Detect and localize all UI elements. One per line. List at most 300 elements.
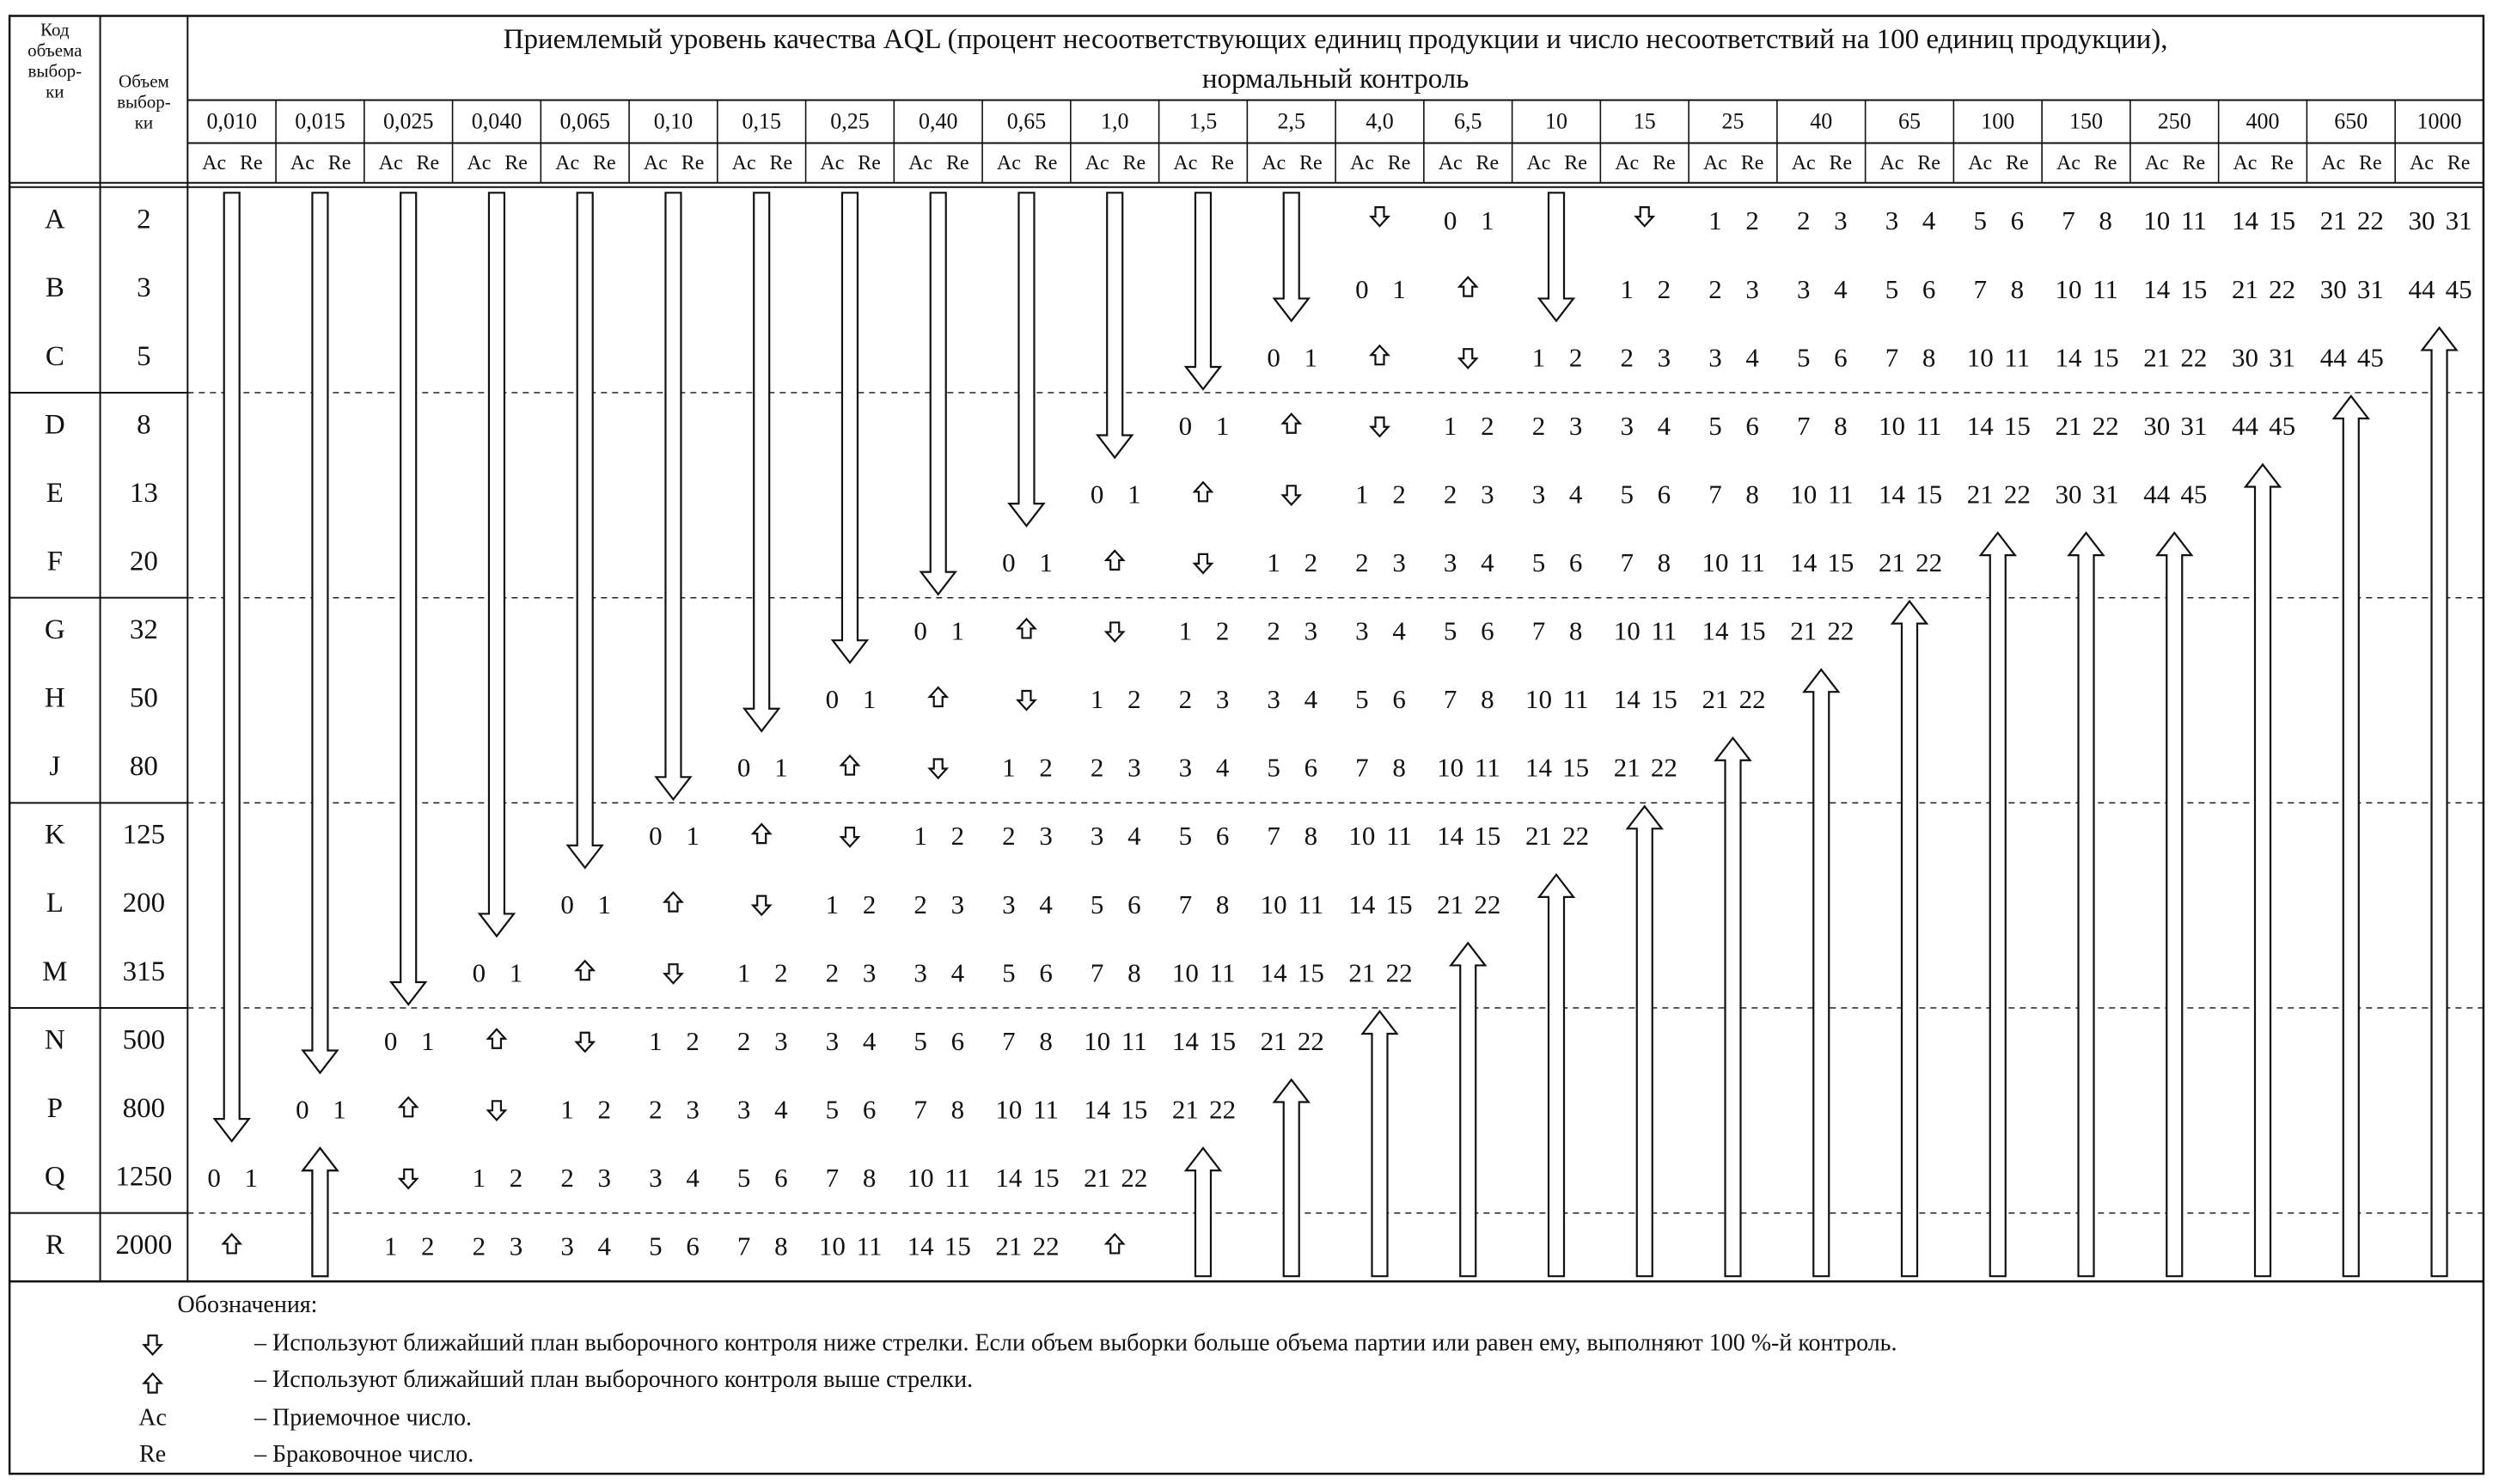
- re-value: 11: [1298, 889, 1324, 919]
- ac-header: Ac: [643, 152, 668, 175]
- code-header-label: Код: [40, 19, 70, 40]
- aql-header-11: 1,5: [1188, 108, 1218, 134]
- ac-value: 2: [1443, 479, 1457, 510]
- ac-value: 21: [1613, 752, 1641, 783]
- long-down-arrow-icon: [1186, 192, 1220, 389]
- code-letter-E: E: [46, 477, 64, 509]
- re-header: Re: [858, 152, 881, 175]
- re-value: 1: [333, 1094, 346, 1125]
- ac-value: 14: [2055, 342, 2082, 373]
- size-header-label: Объем: [119, 70, 169, 92]
- ac-value: 3: [1620, 410, 1634, 441]
- re-value: 6: [1304, 752, 1318, 783]
- ac-value: 3: [1178, 752, 1193, 783]
- code-letter-K: K: [44, 819, 65, 851]
- re-value: 8: [1657, 547, 1671, 577]
- ac-header: Ac: [2409, 152, 2434, 175]
- re-value: 22: [1562, 821, 1590, 852]
- re-value: 4: [1039, 889, 1053, 919]
- long-down-arrow-icon: [1539, 192, 1573, 321]
- re-value: 15: [1916, 479, 1943, 510]
- re-value: 2: [1304, 547, 1318, 577]
- ac-value: 5: [1443, 615, 1457, 646]
- ac-header: Ac: [731, 152, 756, 175]
- ac-value: 1: [1090, 684, 1104, 715]
- re-header: Re: [2359, 152, 2382, 175]
- code-letter-J: J: [49, 751, 61, 783]
- aql-header-7: 0,25: [830, 108, 870, 134]
- re-value: 22: [1209, 1094, 1237, 1125]
- code-letter-H: H: [44, 682, 65, 714]
- ac-value: 14: [1525, 752, 1552, 783]
- ac-header: Ac: [555, 152, 580, 175]
- down-arrow-icon: [400, 1169, 417, 1188]
- long-down-arrow-icon: [568, 192, 602, 868]
- aql-header-23: 400: [2246, 108, 2280, 134]
- re-value: 31: [2092, 479, 2119, 510]
- code-letter-D: D: [44, 409, 65, 441]
- re-value: 11: [1386, 821, 1413, 852]
- re-header: Re: [2447, 152, 2471, 175]
- ac-value: 0: [207, 1162, 221, 1193]
- ac-value: 21: [2055, 410, 2082, 441]
- ac-value: 14: [1878, 479, 1905, 510]
- sample-size-M: 315: [122, 956, 166, 987]
- ac-value: 7: [1973, 273, 1987, 304]
- ac-value: 3: [1267, 684, 1280, 715]
- ac-value: 30: [2408, 205, 2435, 236]
- re-header: Re: [1122, 152, 1146, 175]
- re-value: 11: [2180, 205, 2207, 236]
- ac-value: 0: [1090, 479, 1104, 510]
- re-value: 1: [597, 889, 612, 919]
- aql-header-10: 1,0: [1100, 108, 1129, 134]
- sample-size-K: 125: [122, 819, 166, 851]
- long-up-arrow-icon: [1274, 1080, 1309, 1277]
- re-value: 22: [2092, 410, 2119, 441]
- ac-value: 2: [649, 1094, 663, 1125]
- re-value: 15: [1650, 684, 1677, 715]
- ac-value: 10: [2143, 205, 2171, 236]
- down-arrow-icon: [1459, 349, 1476, 368]
- re-value: 45: [2356, 342, 2384, 373]
- long-up-arrow-icon: [2246, 465, 2280, 1277]
- code-letter-M: M: [42, 956, 68, 987]
- ac-value: 7: [1178, 889, 1193, 919]
- re-value: 2: [774, 957, 788, 988]
- ac-value: 2: [560, 1162, 574, 1193]
- re-value: 2: [862, 889, 877, 919]
- ac-value: 0: [296, 1094, 309, 1125]
- ac-value: 30: [2143, 410, 2171, 441]
- re-value: 2: [1568, 342, 1583, 373]
- aql-header-2: 0,025: [382, 108, 434, 134]
- re-value: 22: [1297, 1025, 1324, 1056]
- re-value: 15: [2269, 205, 2296, 236]
- re-value: 1: [862, 684, 877, 715]
- re-value: 1: [950, 615, 965, 646]
- re-value: 11: [1121, 1025, 1147, 1056]
- re-value: 6: [1215, 821, 1230, 852]
- ac-value: 3: [913, 957, 927, 988]
- re-value: 2: [1039, 752, 1053, 783]
- re-value: 3: [1745, 273, 1759, 304]
- re-value: 6: [2010, 205, 2025, 236]
- ac-value: 2: [1178, 684, 1193, 715]
- ac-value: 10: [1702, 547, 1729, 577]
- ac-value: 0: [1178, 410, 1193, 441]
- re-header: Re: [769, 152, 793, 175]
- ac-value: 3: [1355, 615, 1369, 646]
- ac-value: 2: [1531, 410, 1546, 441]
- re-header: Re: [1387, 152, 1411, 175]
- ac-value: 21: [1348, 957, 1376, 988]
- re-value: 6: [1922, 273, 1936, 304]
- ac-value: 2: [736, 1025, 751, 1056]
- code-letter-L: L: [46, 888, 64, 919]
- ac-value: 1: [1355, 479, 1369, 510]
- ac-value: 10: [818, 1231, 846, 1261]
- aql-header-16: 15: [1633, 108, 1656, 134]
- ac-value: 10: [1878, 410, 1905, 441]
- down-arrow-icon: [1195, 554, 1212, 573]
- code-letter-N: N: [44, 1024, 65, 1056]
- sample-size-G: 32: [129, 614, 158, 646]
- ac-value: 10: [2055, 273, 2082, 304]
- re-value: 4: [950, 957, 965, 988]
- re-value: 15: [1121, 1094, 1148, 1125]
- ac-value: 5: [1620, 479, 1634, 510]
- re-value: 1: [509, 957, 523, 988]
- re-header: Re: [1740, 152, 1764, 175]
- re-header: Re: [592, 152, 616, 175]
- re-value: 15: [2003, 410, 2031, 441]
- long-down-arrow-icon: [391, 192, 425, 1005]
- re-value: 6: [1481, 615, 1494, 646]
- ac-value: 1: [1178, 615, 1193, 646]
- ac-value: 10: [995, 1094, 1023, 1125]
- ac-value: 7: [1443, 684, 1457, 715]
- re-value: 4: [1215, 752, 1230, 783]
- down-arrow-icon: [1371, 207, 1388, 226]
- up-arrow-icon: [1371, 345, 1388, 364]
- code-letter-A: A: [44, 204, 65, 235]
- ac-value: 5: [1002, 957, 1016, 988]
- re-value: 4: [774, 1094, 788, 1125]
- re-value: 6: [950, 1025, 965, 1056]
- re-value: 22: [1385, 957, 1413, 988]
- re-value: 8: [1922, 342, 1936, 373]
- long-up-arrow-icon: [1186, 1148, 1220, 1276]
- ac-value: 2: [913, 889, 927, 919]
- re-value: 2: [686, 1025, 700, 1056]
- re-value: 3: [1834, 205, 1848, 236]
- ac-value: 0: [825, 684, 840, 715]
- long-up-arrow-icon: [1892, 602, 1927, 1277]
- ac-header: Ac: [1085, 152, 1109, 175]
- ac-value: 5: [649, 1231, 663, 1261]
- re-value: 1: [686, 821, 700, 852]
- re-value: 11: [1739, 547, 1766, 577]
- ac-header: Ac: [378, 152, 403, 175]
- ac-value: 21: [1878, 547, 1905, 577]
- re-header: Re: [2270, 152, 2294, 175]
- re-value: 1: [1481, 205, 1494, 236]
- re-value: 8: [862, 1162, 877, 1193]
- re-value: 4: [686, 1162, 700, 1193]
- re-value: 2: [1745, 205, 1759, 236]
- long-up-arrow-icon: [2069, 533, 2104, 1276]
- re-value: 4: [862, 1025, 877, 1056]
- re-value: 11: [944, 1162, 971, 1193]
- re-value: 31: [2180, 410, 2208, 441]
- re-value: 3: [1304, 615, 1318, 646]
- re-value: 31: [2269, 342, 2296, 373]
- ac-value: 21: [1702, 684, 1729, 715]
- down-arrow-icon: [841, 827, 858, 846]
- re-value: 2: [1392, 479, 1406, 510]
- legend-up-arrow-icon: [144, 1374, 162, 1393]
- ac-header: Ac: [1526, 152, 1551, 175]
- ac-value: 21: [2143, 342, 2171, 373]
- ac-header: Ac: [2144, 152, 2169, 175]
- long-up-arrow-icon: [1451, 943, 1485, 1276]
- long-down-arrow-icon: [480, 192, 514, 936]
- re-value: 45: [2180, 479, 2208, 510]
- re-value: 4: [1834, 273, 1848, 304]
- down-arrow-icon: [1371, 418, 1388, 437]
- ac-value: 3: [1090, 821, 1104, 852]
- ac-value: 21: [1525, 821, 1552, 852]
- sample-size-L: 200: [122, 888, 166, 919]
- ac-value: 1: [736, 957, 751, 988]
- re-value: 6: [1745, 410, 1759, 441]
- ac-value: 1: [1531, 342, 1546, 373]
- ac-value: 5: [1267, 752, 1280, 783]
- re-header: Re: [416, 152, 440, 175]
- ac-value: 1: [1002, 752, 1016, 783]
- up-arrow-icon: [1106, 551, 1123, 570]
- re-value: 3: [1657, 342, 1671, 373]
- ac-value: 0: [649, 821, 663, 852]
- ac-header: Ac: [1615, 152, 1640, 175]
- ac-value: 0: [1355, 273, 1369, 304]
- ac-value: 1: [825, 889, 840, 919]
- ac-value: 14: [1171, 1025, 1199, 1056]
- down-arrow-icon: [753, 896, 770, 915]
- re-value: 8: [1215, 889, 1230, 919]
- ac-value: 3: [1885, 205, 1899, 236]
- ac-value: 5: [1885, 273, 1899, 304]
- ac-value: 7: [913, 1094, 927, 1125]
- ac-value: 3: [1443, 547, 1457, 577]
- ac-value: 1: [383, 1231, 398, 1261]
- re-header: Re: [1653, 152, 1676, 175]
- up-arrow-icon: [1459, 278, 1476, 296]
- ac-value: 1: [913, 821, 927, 852]
- ac-value: 10: [1348, 821, 1376, 852]
- re-header: Re: [681, 152, 705, 175]
- re-value: 8: [1304, 821, 1318, 852]
- sample-size-J: 80: [129, 751, 158, 783]
- down-arrow-icon: [577, 1033, 594, 1052]
- ac-value: 3: [1531, 479, 1546, 510]
- ac-value: 7: [1002, 1025, 1016, 1056]
- down-arrow-icon: [1017, 691, 1035, 710]
- re-value: 6: [774, 1162, 788, 1193]
- re-value: 11: [2093, 273, 2119, 304]
- ac-header: Ac: [1879, 152, 1904, 175]
- ac-value: 10: [1171, 957, 1199, 988]
- re-value: 11: [856, 1231, 883, 1261]
- re-value: 3: [1481, 479, 1494, 510]
- ac-value: 10: [1966, 342, 1994, 373]
- ac-value: 3: [649, 1162, 663, 1193]
- re-value: 6: [1568, 547, 1583, 577]
- ac-value: 3: [736, 1094, 751, 1125]
- re-value: 3: [686, 1094, 700, 1125]
- code-header-label: выбор-: [27, 60, 82, 82]
- aql-header-20: 100: [1981, 108, 2015, 134]
- sample-size-N: 500: [122, 1024, 166, 1056]
- ac-value: 14: [2143, 273, 2171, 304]
- re-value: 11: [1827, 479, 1854, 510]
- re-value: 4: [1745, 342, 1759, 373]
- re-header: Re: [945, 152, 969, 175]
- re-value: 8: [1834, 410, 1848, 441]
- ac-value: 5: [825, 1094, 840, 1125]
- down-arrow-icon: [664, 964, 681, 983]
- re-value: 1: [1127, 479, 1141, 510]
- re-value: 8: [1745, 479, 1759, 510]
- re-value: 4: [1568, 479, 1583, 510]
- ac-value: 7: [736, 1231, 751, 1261]
- re-header: Re: [1829, 152, 1853, 175]
- ac-value: 21: [1437, 889, 1464, 919]
- re-value: 15: [2180, 273, 2208, 304]
- up-arrow-icon: [930, 687, 947, 706]
- re-value: 1: [421, 1025, 435, 1056]
- re-value: 1: [1215, 410, 1230, 441]
- sample-size-H: 50: [129, 682, 158, 714]
- ac-value: 5: [1973, 205, 1987, 236]
- ac-header: Ac: [202, 152, 227, 175]
- re-value: 3: [597, 1162, 612, 1193]
- re-value: 1: [1304, 342, 1318, 373]
- ac-value: 3: [1708, 342, 1722, 373]
- ac-value: 21: [1084, 1162, 1111, 1193]
- re-value: 4: [597, 1231, 612, 1261]
- down-arrow-icon: [1283, 486, 1300, 504]
- ac-value: 14: [2231, 205, 2258, 236]
- re-value: 15: [1474, 821, 1501, 852]
- legend-re-symbol: Re: [139, 1441, 167, 1469]
- ac-value: 44: [2143, 479, 2171, 510]
- ac-value: 7: [1708, 479, 1722, 510]
- long-up-arrow-icon: [1981, 533, 2015, 1276]
- sample-size-B: 3: [137, 272, 151, 304]
- ac-value: 0: [383, 1025, 398, 1056]
- ac-value: 10: [1613, 615, 1641, 646]
- re-value: 6: [686, 1231, 700, 1261]
- ac-header: Ac: [1173, 152, 1198, 175]
- aql-header-8: 0,40: [918, 108, 958, 134]
- re-value: 2: [1481, 410, 1494, 441]
- re-header: Re: [1211, 152, 1234, 175]
- re-value: 4: [1481, 547, 1494, 577]
- aql-header-19: 65: [1898, 108, 1922, 134]
- ac-value: 5: [1531, 547, 1546, 577]
- re-value: 8: [1039, 1025, 1053, 1056]
- ac-header: Ac: [1262, 152, 1286, 175]
- re-value: 6: [1392, 684, 1406, 715]
- aql-header-3: 0,040: [471, 108, 522, 134]
- re-header: Re: [504, 152, 528, 175]
- sample-size-F: 20: [129, 546, 158, 577]
- re-value: 2: [597, 1094, 612, 1125]
- long-up-arrow-icon: [2423, 327, 2457, 1276]
- up-arrow-icon: [400, 1097, 417, 1116]
- ac-value: 7: [1531, 615, 1546, 646]
- long-up-arrow-icon: [1715, 738, 1750, 1276]
- re-value: 1: [244, 1162, 259, 1193]
- re-header: Re: [2093, 152, 2117, 175]
- re-value: 8: [2010, 273, 2025, 304]
- ac-value: 3: [1796, 273, 1811, 304]
- aql-header-13: 4,0: [1366, 108, 1394, 134]
- ac-value: 10: [1525, 684, 1552, 715]
- long-down-arrow-icon: [921, 192, 956, 594]
- re-value: 15: [944, 1231, 971, 1261]
- legend-title: Обозначения:: [177, 1292, 318, 1319]
- ac-value: 14: [1084, 1094, 1111, 1125]
- ac-value: 1: [1620, 273, 1634, 304]
- long-up-arrow-icon: [2157, 533, 2191, 1276]
- up-arrow-icon: [577, 961, 594, 980]
- ac-value: 10: [907, 1162, 934, 1193]
- long-down-arrow-icon: [1009, 192, 1043, 526]
- legend-down-text: – Используют ближайший план выборочного контроля ниже стрелки. Если объем выборки больше объема партии или равен ему, выполняют 100 %-й контроль.: [254, 1329, 1897, 1357]
- ac-value: 30: [2231, 342, 2258, 373]
- re-value: 1: [774, 752, 788, 783]
- ac-header: Ac: [1349, 152, 1374, 175]
- long-up-arrow-icon: [1628, 806, 1662, 1276]
- ac-header: Ac: [467, 152, 492, 175]
- code-letter-Q: Q: [44, 1161, 65, 1193]
- ac-value: 7: [1620, 547, 1634, 577]
- aql-header-5: 0,10: [653, 108, 694, 134]
- ac-value: 0: [736, 752, 751, 783]
- up-arrow-icon: [223, 1234, 241, 1253]
- up-arrow-icon: [841, 756, 858, 775]
- re-value: 8: [1392, 752, 1406, 783]
- ac-value: 7: [1355, 752, 1369, 783]
- re-value: 8: [774, 1231, 788, 1261]
- ac-value: 5: [736, 1162, 751, 1193]
- re-value: 11: [1033, 1094, 1060, 1125]
- ac-header: Ac: [908, 152, 933, 175]
- re-value: 22: [1474, 889, 1501, 919]
- re-value: 3: [1568, 410, 1583, 441]
- code-header-label: объема: [27, 40, 82, 61]
- re-value: 11: [1474, 752, 1500, 783]
- re-header: Re: [1476, 152, 1500, 175]
- re-header: Re: [1034, 152, 1058, 175]
- code-letter-P: P: [46, 1092, 64, 1124]
- sample-size-A: 2: [137, 204, 151, 235]
- ac-header: Ac: [1702, 152, 1727, 175]
- ac-value: 21: [1966, 479, 1994, 510]
